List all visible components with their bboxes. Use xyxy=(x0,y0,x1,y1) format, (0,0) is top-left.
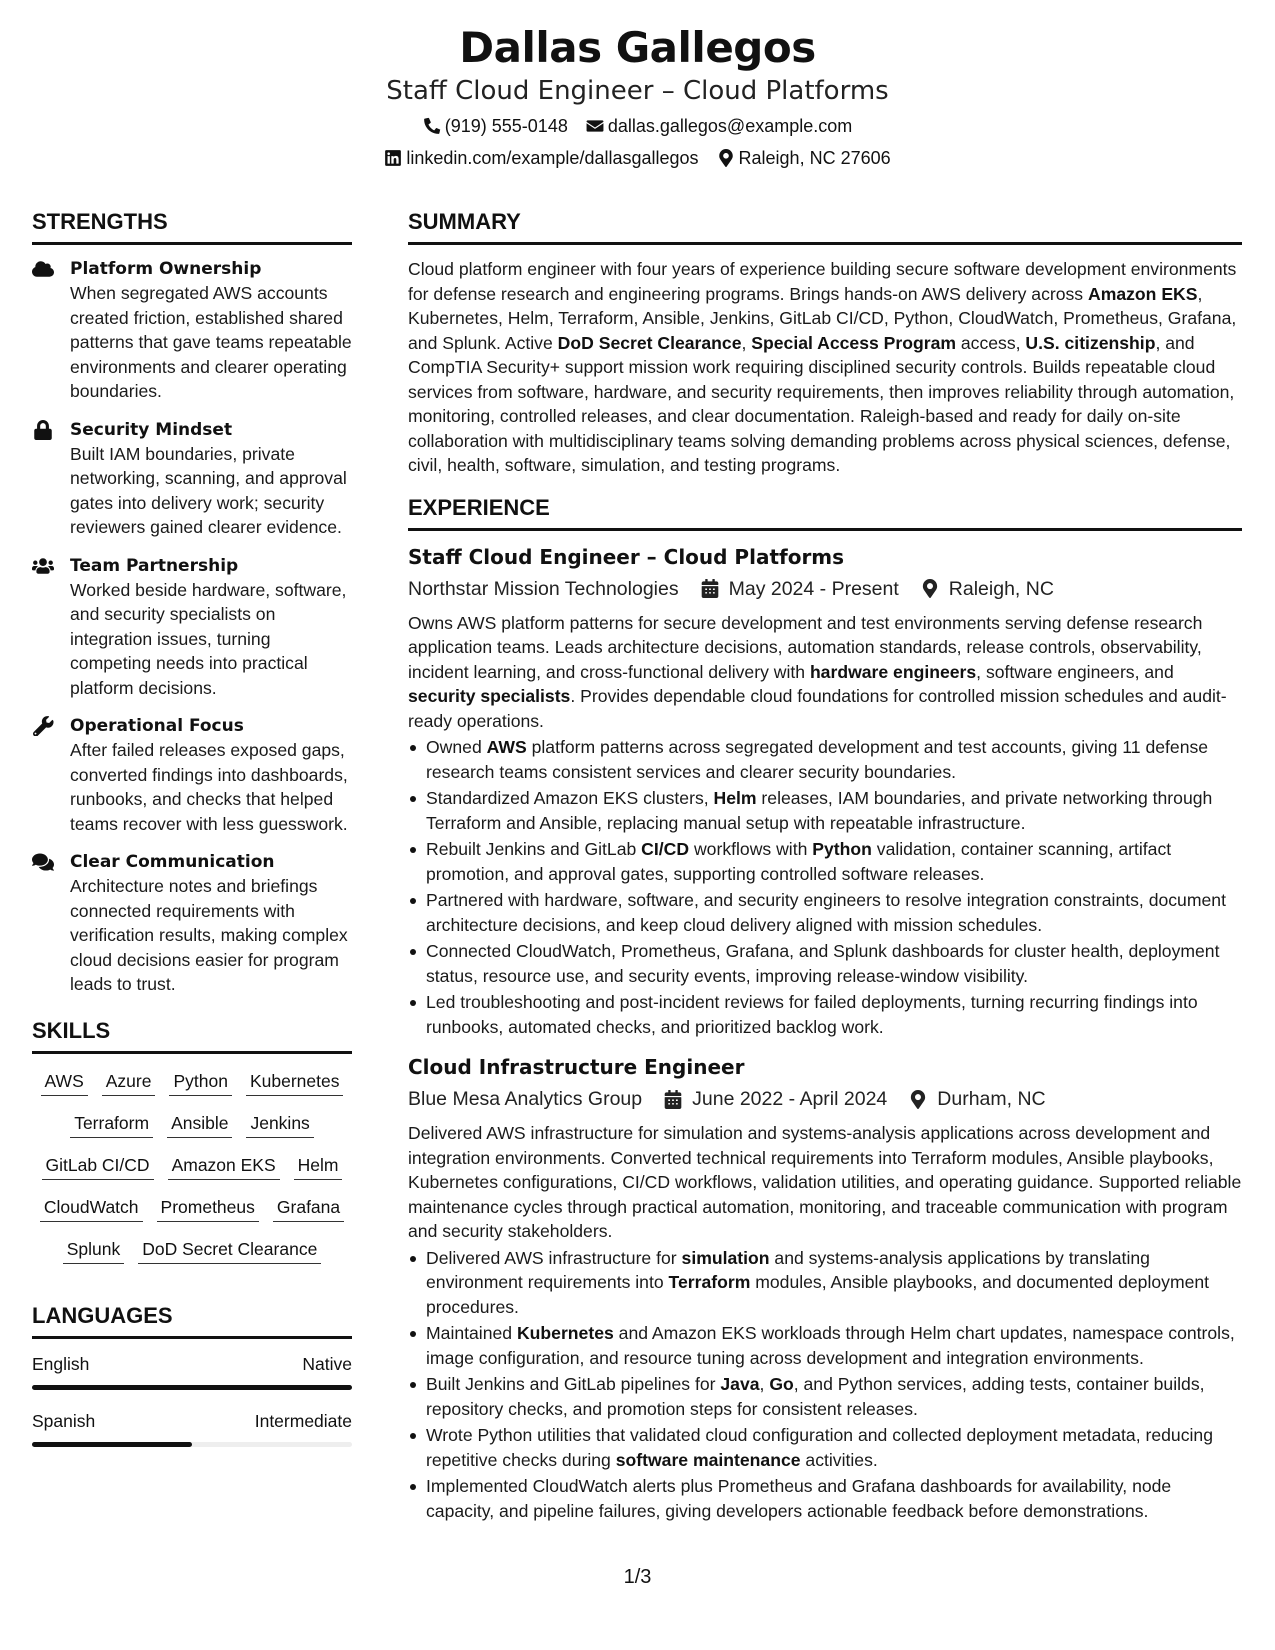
bold-keyword: hardware engineers xyxy=(809,661,977,682)
strength-title: Clear Communication xyxy=(70,852,275,872)
bullet-item: Built Jenkins and GitLab pipelines for Java, Go, and Python services, adding tests, container builds, repository checks, and promotion steps for consistent releases. xyxy=(408,1372,1242,1421)
skills-list xyxy=(32,1066,352,1264)
proficiency-fill xyxy=(32,1442,192,1447)
calendar-icon xyxy=(642,1090,692,1109)
contact-row-1 xyxy=(0,114,1275,138)
job-location-wrap xyxy=(899,575,1054,603)
phone-icon xyxy=(423,117,441,135)
skill-tag: Ansible xyxy=(167,1112,232,1138)
bullet-item: Owned AWS platform patterns across segregated development and test accounts, giving 11 defense research teams consistent services and clearer security boundaries. xyxy=(408,735,1242,784)
bold-keyword: Python xyxy=(812,839,872,859)
skills-heading: SKILLS xyxy=(32,1017,352,1054)
bold-keyword: Helm xyxy=(713,788,757,808)
bullet-item: Rebuilt Jenkins and GitLab CI/CD workflows with Python validation, container scanning, artifact promotion, and approval gates, supporting controlled software releases. xyxy=(408,837,1242,886)
strength-item xyxy=(32,257,352,404)
bold-keyword: CI/CD xyxy=(641,839,690,859)
skill-tag: Kubernetes xyxy=(246,1070,344,1096)
language-item xyxy=(32,1351,352,1390)
skill-tag: Helm xyxy=(294,1154,343,1180)
bold-keyword: simulation xyxy=(681,1247,770,1268)
skill-tag: GitLab CI/CD xyxy=(42,1154,154,1180)
phone-text: (919) 555-0148 xyxy=(444,116,568,136)
language-name: English xyxy=(32,1353,90,1374)
job-bullets xyxy=(408,735,1242,1039)
summary-heading: SUMMARY xyxy=(408,208,1242,245)
contact-email[interactable] xyxy=(586,114,852,138)
strength-description: When segregated AWS accounts created friction, established shared patterns that gave teams repeatable environments and clearer operating boundaries. xyxy=(70,283,352,401)
experience-list xyxy=(408,543,1242,1524)
strength-item xyxy=(32,850,352,997)
skill-tag: DoD Secret Clearance xyxy=(138,1238,321,1264)
job-location: Durham, NC xyxy=(937,1088,1046,1110)
job-dates: May 2024 - Present xyxy=(728,577,899,600)
calendar-icon xyxy=(679,579,729,598)
bullet-item: Connected CloudWatch, Prometheus, Grafana, and Splunk dashboards for cluster health, deployment status, resource use, and security events, improving release-window visibility. xyxy=(408,939,1242,988)
strengths-heading: STRENGTHS xyxy=(32,208,352,245)
right-column xyxy=(408,208,1242,1525)
bullet-item: Partnered with hardware, software, and security engineers to resolve integration constraints, document architecture decisions, and keep cloud delivery aligned with mission schedules. xyxy=(408,888,1242,937)
bold-keyword: software maintenance xyxy=(615,1449,801,1470)
language-name: Spanish xyxy=(32,1410,96,1431)
candidate-name: Dallas Gallegos xyxy=(459,23,816,72)
bold-keyword: Special Access Program xyxy=(751,332,956,353)
bold-keyword: Go xyxy=(769,1374,794,1394)
proficiency-fill xyxy=(32,1385,352,1390)
strength-description: Worked beside hardware, software, and security specialists on integration issues, turning competing needs into practical platform decisions. xyxy=(70,579,347,698)
bullet-item: Implemented CloudWatch alerts plus Prometheus and Grafana dashboards for availability, node capacity, and pipeline failures, giving developers actionable feedback before demonstrations. xyxy=(408,1474,1242,1523)
bold-keyword: AWS xyxy=(486,737,527,757)
language-item xyxy=(32,1408,352,1447)
contact-location xyxy=(717,146,891,170)
skill-tag: Splunk xyxy=(63,1238,125,1264)
bullet-item: Delivered AWS infrastructure for simulation and systems-analysis applications by translating environment requirements into Terraform modules, Ansible playbooks, and documented deployment procedures. xyxy=(408,1246,1242,1320)
strength-title: Operational Focus xyxy=(70,716,244,736)
job-company: Blue Mesa Analytics Group xyxy=(408,1088,643,1110)
skill-tag: AWS xyxy=(41,1070,88,1096)
cloud-icon xyxy=(32,257,70,404)
contact-linkedin[interactable] xyxy=(384,146,698,170)
job-entry xyxy=(408,543,1242,1040)
location-text: Raleigh, NC 27606 xyxy=(738,148,891,168)
bold-keyword: security specialists xyxy=(408,686,571,706)
strength-item xyxy=(32,714,352,836)
skill-tag: Azure xyxy=(102,1070,156,1096)
experience-heading: EXPERIENCE xyxy=(408,494,1242,531)
contact-row-2 xyxy=(0,146,1275,170)
summary-text: Cloud platform engineer with four years of experience building secure software development environments for defense research and engineering programs. Brings hands-on AWS delivery across Amazon EKS, Kubernetes, Helm, Terraform, Ansible, Jenkins, GitLab CI/CD, Python, CloudWatch, Prometheus, Grafana, and Splunk. Active DoD Secret Clearance, Special Access Program access, U.S. citizenship, and CompTIA Security+ support mission work requiring disciplined security controls. Builds repeatable cloud services from software, hardware, and security requirements, then improves reliability through automation, monitoring, controlled releases, and clear documentation. Raleigh-based and ready for daily on-site collaboration with multidisciplinary teams solving demanding problems across physical sciences, defense, civil, health, software, simulation, and testing programs. xyxy=(408,259,1237,475)
bold-keyword: U.S. citizenship xyxy=(1025,332,1156,353)
candidate-title: Staff Cloud Engineer – Cloud Platforms xyxy=(386,76,889,106)
job-title: Staff Cloud Engineer – Cloud Platforms xyxy=(408,544,845,569)
users-icon xyxy=(32,554,70,701)
bold-keyword: Amazon EKS xyxy=(1088,283,1198,304)
bullet-item: Led troubleshooting and post-incident reviews for failed deployments, turning recurring findings into runbooks, automated checks, and prioritized backlog work. xyxy=(408,990,1242,1039)
contact-phone xyxy=(423,114,568,138)
email-text: dallas.gallegos@example.com xyxy=(607,116,853,136)
language-level: Native xyxy=(302,1353,352,1374)
languages-list xyxy=(32,1351,352,1447)
bold-keyword: Terraform xyxy=(668,1272,751,1292)
left-column xyxy=(32,208,352,1465)
strength-title: Team Partnership xyxy=(70,555,239,576)
skill-tag: Prometheus xyxy=(157,1196,259,1222)
comments-icon xyxy=(32,850,70,997)
job-dates-wrap xyxy=(642,1085,887,1113)
strength-item xyxy=(32,418,352,540)
job-company: Northstar Mission Technologies xyxy=(408,577,679,600)
skill-tag: Grafana xyxy=(273,1196,344,1222)
envelope-icon xyxy=(586,117,604,135)
linkedin-icon xyxy=(384,149,402,167)
skill-tag: CloudWatch xyxy=(40,1196,143,1222)
map-pin-icon xyxy=(887,1090,937,1109)
job-title: Cloud Infrastructure Engineer xyxy=(408,1055,745,1079)
linkedin-text: linkedin.com/example/dallasgallegos xyxy=(406,148,699,168)
job-summary: Delivered AWS infrastructure for simulation and systems-analysis applications across development and integration environments. Converted technical requirements into Terraform modules, Ansible playbooks, Kubernetes configurations, CI/CD workflows, validation utilities, and operating guidance. Supported reliable maintenance cycles through practical automation, monitoring, and traceable communication with program and security stakeholders. xyxy=(408,1123,1242,1241)
strengths-list xyxy=(32,257,352,997)
lock-icon xyxy=(32,418,70,540)
strength-description: Built IAM boundaries, private networking, scanning, and approval gates into delivery work; security reviewers gained clearer evidence. xyxy=(70,443,347,537)
job-entry xyxy=(408,1053,1242,1523)
proficiency-bar xyxy=(32,1385,352,1390)
bullet-item: Wrote Python utilities that validated cloud configuration and collected deployment metadata, reducing repetitive checks during software maintenance activities. xyxy=(408,1423,1242,1472)
bold-keyword: Java xyxy=(720,1374,760,1394)
job-meta xyxy=(408,1085,1242,1113)
job-meta xyxy=(408,575,1242,603)
proficiency-bar xyxy=(32,1442,352,1447)
wrench-icon xyxy=(32,714,70,836)
skill-tag: Jenkins xyxy=(246,1112,313,1138)
resume-header xyxy=(0,22,1275,170)
strength-item xyxy=(32,554,352,701)
bold-keyword: DoD Secret Clearance xyxy=(557,332,742,353)
bullet-item: Maintained Kubernetes and Amazon EKS workloads through Helm chart updates, namespace controls, image configuration, and resource tuning across development and integration environments. xyxy=(408,1321,1242,1370)
strength-description: After failed releases exposed gaps, converted findings into dashboards, runbooks, and checks that helped teams recover with less guesswork. xyxy=(70,740,348,834)
job-location: Raleigh, NC xyxy=(948,577,1054,600)
bullet-item: Standardized Amazon EKS clusters, Helm releases, IAM boundaries, and private networking through Terraform and Ansible, replacing manual setup with repeatable infrastructure. xyxy=(408,786,1242,835)
map-pin-icon xyxy=(899,579,949,598)
job-summary: Owns AWS platform patterns for secure development and test environments serving defense research application teams. Leads architecture decisions, automation standards, release controls, observability, incident learning, and cross-functional delivery with hardware engineers, software engineers, and security specialists. Provides dependable cloud foundations for controlled mission schedules and audit-ready operations. xyxy=(408,612,1227,731)
job-bullets xyxy=(408,1246,1242,1524)
skill-tag: Python xyxy=(169,1070,231,1096)
job-location-wrap xyxy=(887,1085,1045,1113)
map-pin-icon xyxy=(717,149,735,167)
job-dates: June 2022 - April 2024 xyxy=(692,1088,888,1110)
page-number: 1/3 xyxy=(623,1566,652,1588)
bold-keyword: Kubernetes xyxy=(516,1323,614,1343)
skill-tag: Terraform xyxy=(70,1112,153,1138)
job-dates-wrap xyxy=(679,575,899,603)
strength-title: Security Mindset xyxy=(70,419,233,440)
strength-description: Architecture notes and briefings connected requirements with verification results, making complex cloud decisions easier for program leads to trust. xyxy=(70,876,348,994)
language-level: Intermediate xyxy=(254,1410,352,1431)
languages-heading: LANGUAGES xyxy=(32,1302,352,1339)
strength-title: Platform Ownership xyxy=(70,259,262,279)
skill-tag: Amazon EKS xyxy=(168,1154,280,1180)
